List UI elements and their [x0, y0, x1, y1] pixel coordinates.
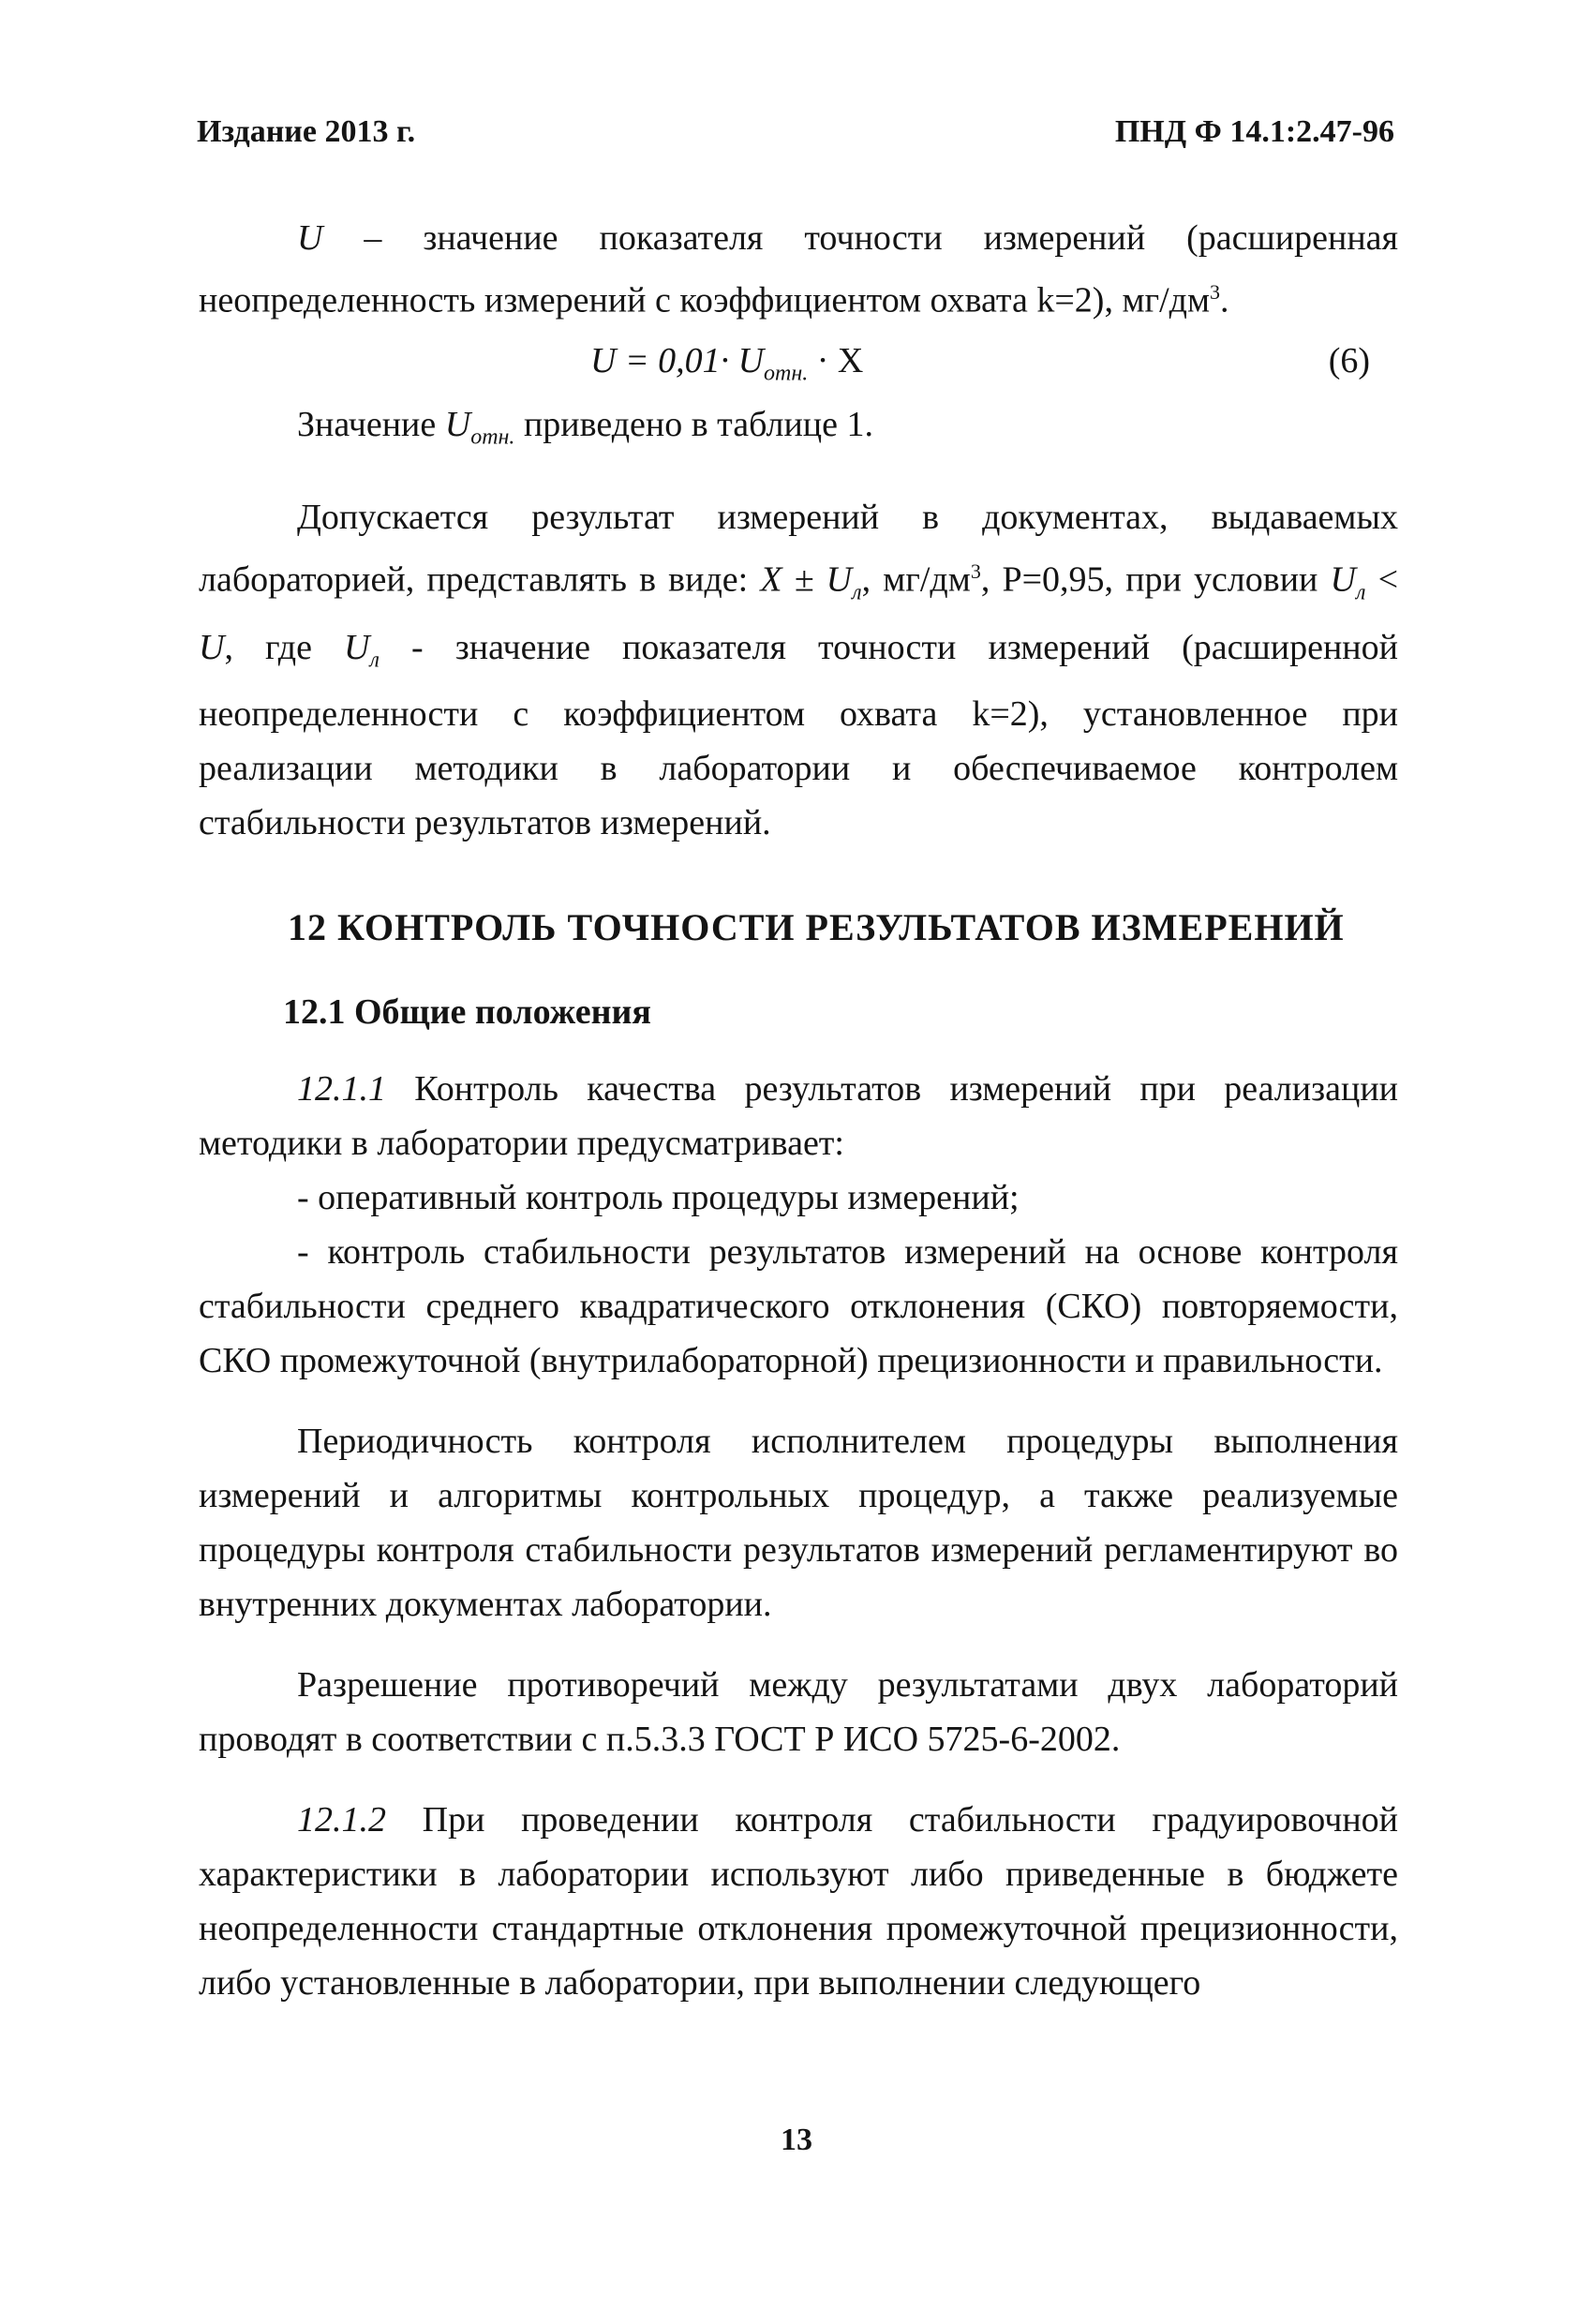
clause-number: 12.1.1: [297, 1069, 386, 1110]
subscript: л: [852, 580, 862, 605]
paragraph-12-1-1: [199, 1062, 1398, 1170]
list-item: - оперативный контроль процедуры измерений;: [297, 1178, 1020, 1218]
paragraph-text: , где: [224, 627, 345, 667]
superscript: 3: [1210, 280, 1221, 304]
paragraph-text: – значение показателя точности измерений (расширенная неопределенность измерений с коэффициентом охвата k=2), мг/дм: [199, 218, 1398, 320]
paragraph-text: , мг/дм: [861, 559, 971, 600]
paragraph-text: приведено в таблице 1.: [514, 404, 873, 444]
paragraph-text: Значение: [297, 404, 445, 444]
formula-number: (6): [1328, 340, 1370, 380]
header-document-code: ПНД Ф 14.1:2.47-96: [1114, 114, 1394, 149]
paragraph-u-definition: [199, 211, 1398, 328]
paragraph-text: , P=0,95, при условии: [980, 559, 1331, 600]
symbol-u: U: [297, 218, 323, 258]
symbol-u: U: [444, 404, 471, 444]
list-item: - контроль стабильности результатов измерений на основе контроля стабильности среднего квадратического отклонения (СКО) повторяемости, СКО промежуточной (внутрилабораторной) прецизионности и правильности.: [199, 1232, 1398, 1381]
paragraph-12-1-2: [199, 1793, 1398, 2010]
paragraph-text: Допускается результат измерений в документах, выдаваемых лабораторией, представлять в виде:: [199, 498, 1398, 600]
subscript: отн.: [470, 425, 515, 450]
clause-number: 12.1.2: [297, 1800, 386, 1840]
paragraph-text: <: [1365, 559, 1398, 600]
symbol-u: U: [199, 627, 225, 667]
paragraph-periodicity: Периодичность контроля исполнителем процедуры выполнения измерений и алгоритмы контрольных процедур, а также реализуемые процедуры контроля стабильности результатов измерений регламентируют во внутренних документах лаборатории.: [199, 1422, 1398, 1625]
subscript: л: [369, 648, 380, 673]
symbol-u: U: [344, 627, 370, 667]
page-number: 13: [781, 2123, 812, 2157]
formula-expression: [590, 334, 863, 401]
paragraph-u-value: [199, 397, 1398, 465]
subscript: л: [1355, 580, 1366, 605]
page-body: [199, 211, 1398, 2010]
paragraph-text: При проведении контроля стабильности градуировочной характеристики в лаборатории используют либо приведенные в бюджете неопределенности стандартные отклонения промежуточной прецизионности, либо установленные в лаборатории, при выполнении следующего: [199, 1800, 1398, 2004]
paragraph-text: Контроль качества результатов измерений при реализации методики в лаборатории предусматривает:: [199, 1069, 1398, 1164]
paragraph-text: - значение показателя точности измерений (расширенной неопределенности с коэффициентом охвата k=2), установленное при реализации методики в лаборатории и обеспечиваемое контролем стабильности результатов измерений.: [199, 627, 1398, 843]
section-title: 12 КОНТРОЛЬ ТОЧНОСТИ РЕЗУЛЬТАТОВ ИЗМЕРЕНИЙ: [288, 906, 1345, 949]
superscript: 3: [970, 559, 981, 584]
formula-6: [199, 334, 1398, 394]
paragraph-disputes: Разрешение противоречий между результатами двух лабораторий проводят в соответствии с п.5.3.3 ГОСТ Р ИСО 5725-6-2002.: [199, 1665, 1398, 1760]
paragraph-result-format: [199, 490, 1398, 850]
formula-rhs: · X: [808, 340, 864, 380]
formula-symbol: X ± U: [760, 559, 853, 600]
symbol-u: U: [1330, 559, 1356, 600]
formula-subscript: отн.: [764, 361, 809, 386]
subsection-title: 12.1 Общие положения: [283, 992, 651, 1033]
paragraph-end: .: [1220, 280, 1229, 320]
formula-lhs: U = 0,01· U: [590, 340, 765, 380]
header-edition: Издание 2013 г.: [197, 114, 416, 149]
